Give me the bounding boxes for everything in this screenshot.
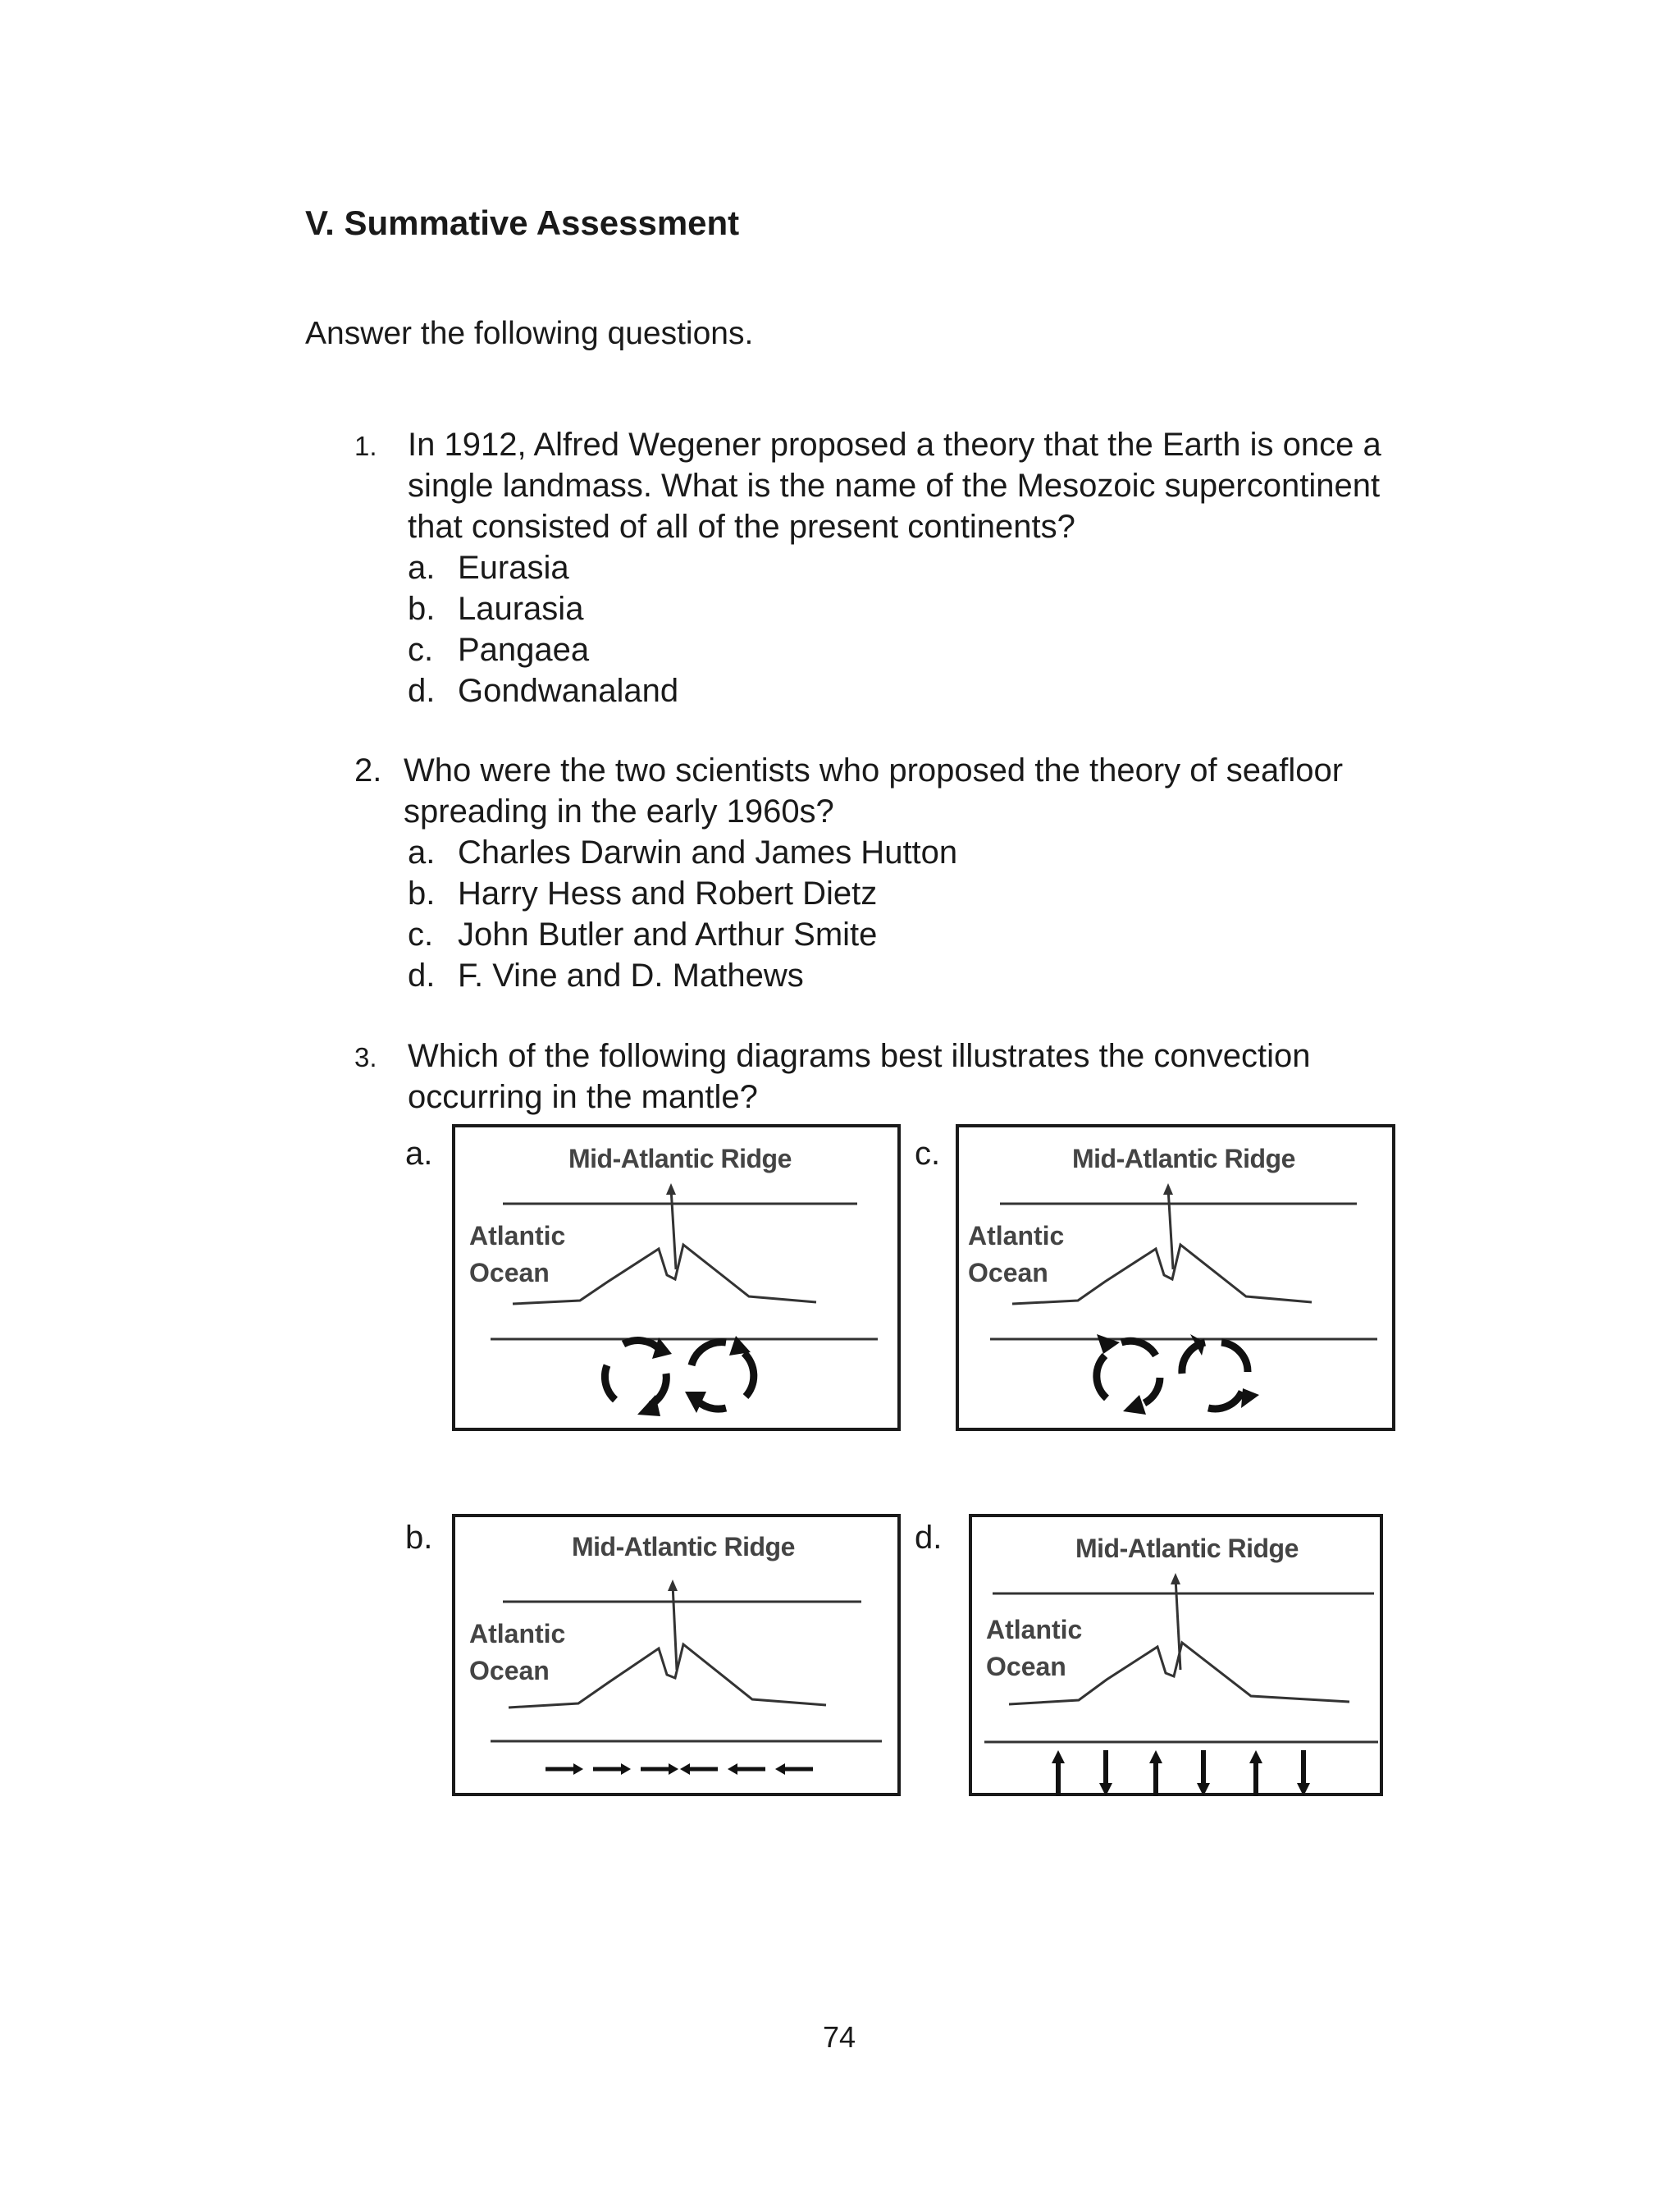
option-text: Laurasia bbox=[458, 591, 584, 627]
option-letter: d. bbox=[408, 958, 436, 994]
ocean-label: Atlantic Ocean bbox=[986, 1615, 1083, 1681]
option-text: John Butler and Arthur Smite bbox=[458, 917, 878, 953]
question-text-line: spreading in the early 1960s? bbox=[404, 793, 834, 830]
vertical-arrows bbox=[1058, 1750, 1303, 1796]
option-text: Pangaea bbox=[458, 632, 590, 668]
option-letter: c. bbox=[408, 917, 434, 953]
ocean-label: Atlantic Ocean bbox=[469, 1221, 566, 1287]
option-letter: a. bbox=[408, 550, 436, 586]
question-number: 1. bbox=[354, 431, 377, 461]
diagram-letter-a: a. bbox=[405, 1136, 433, 1172]
diagram-b bbox=[452, 1514, 901, 1796]
diagram-title: Mid-Atlantic Ridge bbox=[568, 1144, 792, 1173]
page-number: 74 bbox=[823, 2020, 856, 2054]
convection-cell-arrows bbox=[1097, 1341, 1248, 1409]
option-letter: b. bbox=[408, 591, 436, 627]
diagram-title: Mid-Atlantic Ridge bbox=[1075, 1534, 1299, 1563]
diagram-c bbox=[956, 1124, 1395, 1431]
question-text-line: Which of the following diagrams best illustrates the convection bbox=[408, 1038, 1311, 1074]
ocean-label: Atlantic Ocean bbox=[469, 1619, 566, 1685]
diagram-letter-b: b. bbox=[405, 1520, 433, 1556]
question-text-line: occurring in the mantle? bbox=[408, 1079, 758, 1115]
diagram-title: Mid-Atlantic Ridge bbox=[1072, 1144, 1295, 1173]
option-text: Gondwanaland bbox=[458, 673, 679, 709]
ridge-cross-section bbox=[455, 1517, 904, 1799]
option-letter: a. bbox=[408, 834, 436, 871]
diagram-a bbox=[452, 1124, 901, 1431]
instructions: Answer the following questions. bbox=[305, 316, 754, 351]
ocean-label: Atlantic Ocean bbox=[968, 1221, 1065, 1287]
section-title: V. Summative Assessment bbox=[305, 203, 740, 242]
question-text-line: In 1912, Alfred Wegener proposed a theory that the Earth is once a bbox=[408, 427, 1381, 463]
ridge-cross-section bbox=[455, 1127, 904, 1434]
question-text-line: that consisted of all of the present continents? bbox=[408, 509, 1075, 545]
option-letter: b. bbox=[408, 876, 436, 912]
diagram-d bbox=[969, 1514, 1383, 1796]
diagram-letter-c: c. bbox=[915, 1136, 941, 1172]
diagram-title: Mid-Atlantic Ridge bbox=[572, 1532, 795, 1561]
option-text: Charles Darwin and James Hutton bbox=[458, 834, 958, 871]
ridge-cross-section bbox=[972, 1517, 1386, 1799]
question-number: 3. bbox=[354, 1042, 377, 1072]
diagram-letter-d: d. bbox=[915, 1520, 943, 1556]
option-text: Harry Hess and Robert Dietz bbox=[458, 876, 878, 912]
option-letter: d. bbox=[408, 673, 436, 709]
option-letter: c. bbox=[408, 632, 434, 668]
question-text-line: Who were the two scientists who proposed the theory of seafloor bbox=[404, 752, 1344, 789]
question-text-line: single landmass. What is the name of the Mesozoic supercontinent bbox=[408, 468, 1381, 504]
option-text: Eurasia bbox=[458, 550, 569, 586]
question-number: 2. bbox=[354, 752, 382, 789]
option-text: F. Vine and D. Mathews bbox=[458, 958, 804, 994]
ridge-cross-section bbox=[959, 1127, 1399, 1434]
